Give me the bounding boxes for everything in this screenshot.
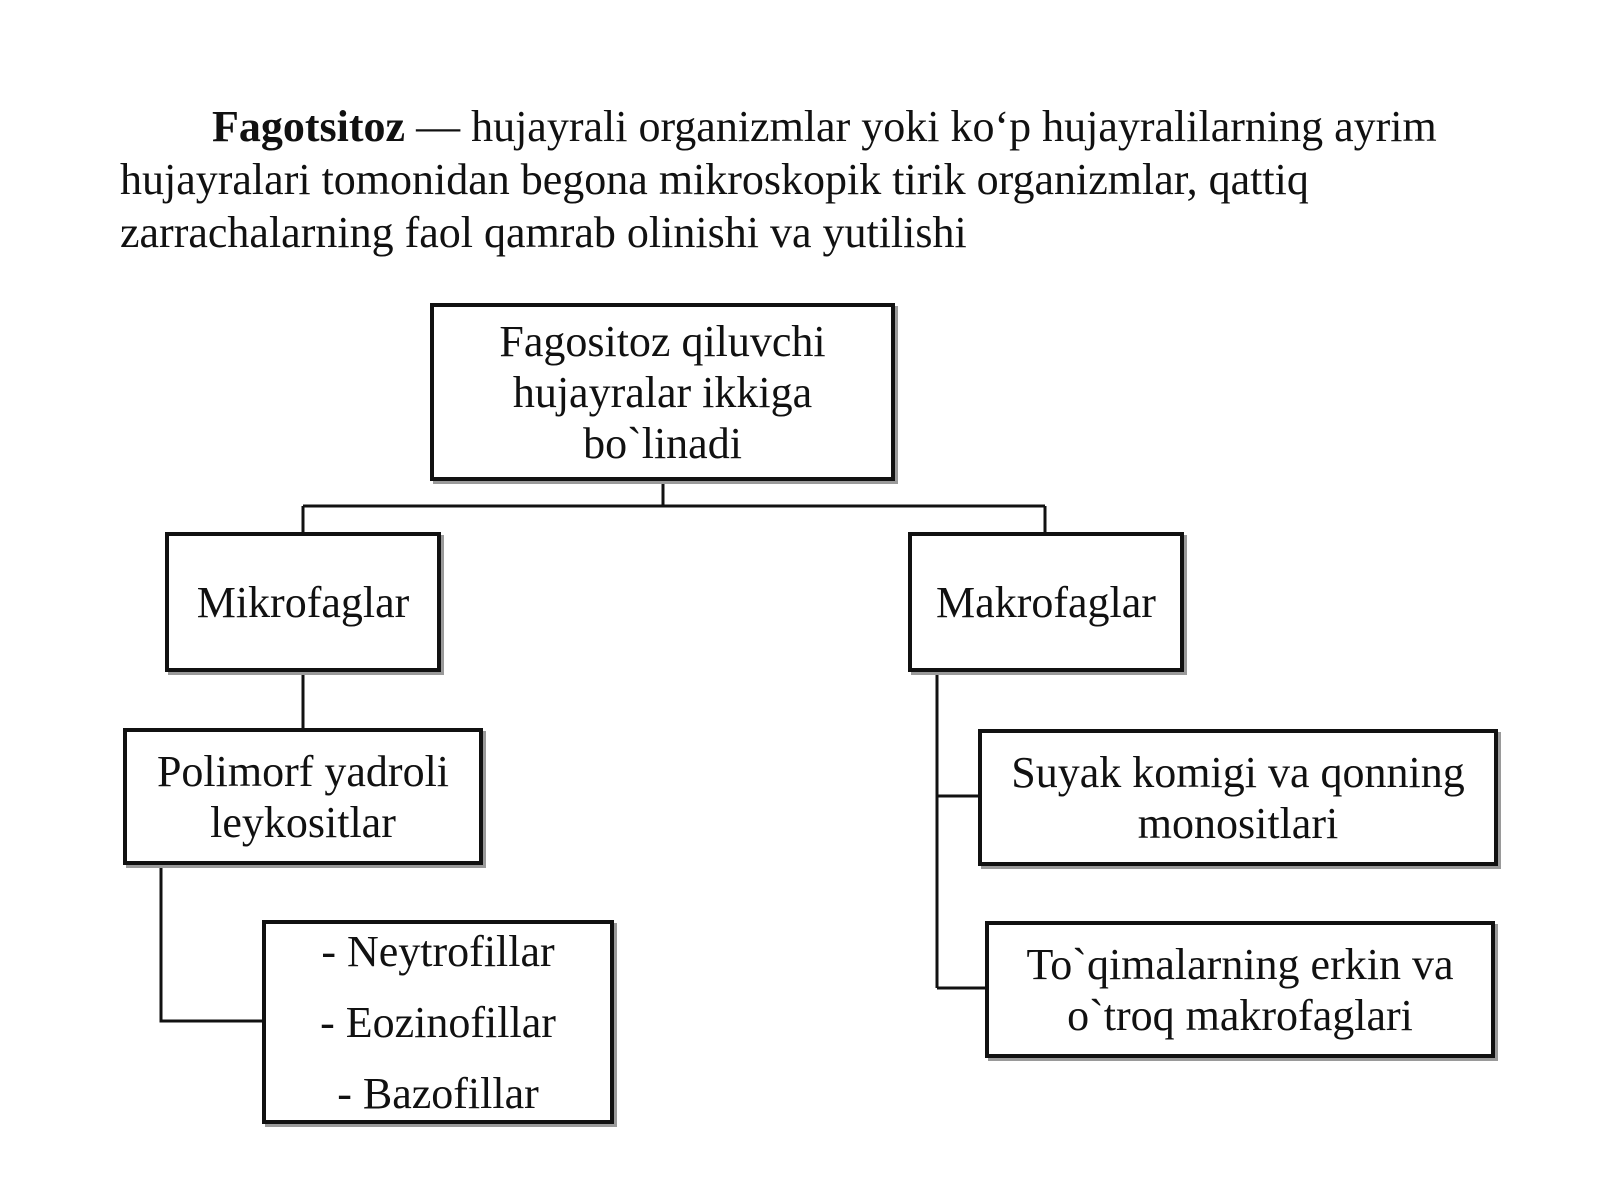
- polimorf-box: [123, 728, 483, 865]
- root-line-1: Fagositoz qiluvchi: [499, 316, 826, 366]
- type-eozinofillar: - Eozinofillar: [320, 997, 556, 1047]
- makrofaglar-label: Makrofaglar: [936, 577, 1156, 627]
- polimorf-line-1: Polimorf yadroli: [156, 746, 450, 796]
- connector-polimorf-to-types: [161, 865, 262, 1021]
- type-bazofillar: - Bazofillar: [337, 1068, 539, 1118]
- root-line-2: hujayralar ikkiga: [512, 367, 813, 417]
- tissue-macrophages-line-1: To`qimalarning erkin va: [1026, 939, 1454, 989]
- type-neytrofillar: - Neytrofillar: [321, 926, 555, 976]
- definition-term: Fagotsitoz: [212, 102, 406, 151]
- polimorf-line-2: leykositlar: [210, 797, 396, 847]
- monositlar-box: [978, 729, 1498, 866]
- connector-root-to-branches: [303, 481, 1045, 532]
- definition-text: — hujayrali organizmlar yoki ko‘p hujayralilarning ayrim hujayralari tomonidan begona mikroskopik tirik organizmlar, qattiq zarrachalarning faol qamrab olinishi va yutilishi: [120, 102, 1437, 257]
- tissue-macrophages-line-2: o`troq makrofaglari: [1067, 990, 1413, 1040]
- granulocyte-types-box: [262, 920, 614, 1124]
- monositlar-line-2: monositlari: [1137, 798, 1339, 848]
- root-box: [430, 303, 895, 481]
- tissue-macrophages-box: [985, 921, 1495, 1058]
- makrofaglar-box: [908, 532, 1184, 672]
- root-line-3: bo`linadi: [583, 418, 742, 468]
- mikrofaglar-box: [165, 532, 441, 672]
- mikrofaglar-label: Mikrofaglar: [196, 577, 410, 627]
- monositlar-line-1: Suyak komigi va qonning: [1011, 747, 1465, 797]
